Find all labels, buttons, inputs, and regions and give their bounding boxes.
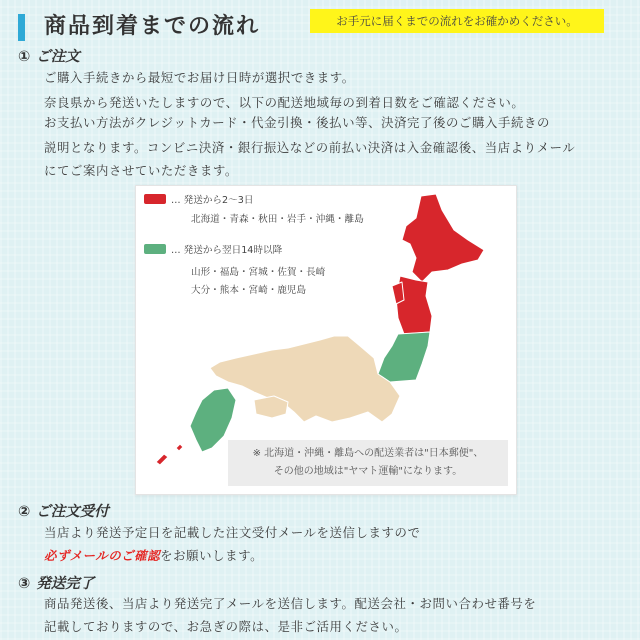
step1-line-1: ご購入手続きから最短でお届け日時が選択できます。 xyxy=(44,70,355,85)
map-region-hokkaido xyxy=(402,194,484,282)
step1-line-2: 奈良県から発送いたしますので、以下の配送地域毎の到着日数をご確認ください。 xyxy=(44,95,525,110)
map-region-okinawa xyxy=(156,454,168,465)
step3-number: ③ xyxy=(18,576,31,592)
map-region-remote-island xyxy=(176,444,183,451)
step3-line-2: 記載しておりますので、お急ぎの際は、是非ご活用ください。 xyxy=(44,619,408,634)
map-region-honshu xyxy=(210,336,400,422)
map-note-line-2: その他の地域は"ヤマト運輸"になります。 xyxy=(273,466,463,477)
step2-emphasis: 必ずメールのご確認 xyxy=(44,548,161,563)
step2-line-2 xyxy=(44,546,263,564)
step2-number: ② xyxy=(18,504,31,520)
step1-line-5: にてご案内させていただきます。 xyxy=(44,163,238,178)
legend-red-areas: 北海道・青森・秋田・岩手・沖縄・離島 xyxy=(191,214,364,225)
map-region-tohoku-north-2 xyxy=(392,282,404,304)
step1-line-4: 説明となります。コンビニ決済・銀行振込などの前払い決済は入金確認後、当店よりメール xyxy=(44,140,576,155)
map-region-tohoku-south xyxy=(378,332,430,382)
step2-heading xyxy=(18,500,109,521)
step3-line-1: 商品発送後、当店より発送完了メールを送信します。配送会社・お問い合わせ番号を xyxy=(44,596,537,611)
step1-number: ① xyxy=(18,49,31,65)
step1-title: ご注文 xyxy=(36,49,80,65)
legend-green-label: … 発送から翌日14時以降 xyxy=(171,245,283,256)
header-badge: お手元に届くまでの流れをお確かめください。 xyxy=(310,9,604,33)
step2-line-2-rest: をお願いします。 xyxy=(160,548,264,563)
legend-green-areas-2: 大分・熊本・宮崎・鹿児島 xyxy=(191,285,307,296)
map-region-shikoku xyxy=(254,396,288,418)
legend-green-areas-1: 山形・福島・宮城・佐賀・長崎 xyxy=(191,267,326,278)
header-accent-bar xyxy=(18,14,25,41)
step3-title: 発送完了 xyxy=(36,576,95,592)
map-note-line-1: ※ 北海道・沖縄・離島への配送業者は"日本郵便"、 xyxy=(252,448,484,459)
step2-line-1: 当店より発送予定日を記載した注文受付メールを送信しますので xyxy=(44,525,421,540)
step1-line-3: お支払い方法がクレジットカード・代金引換・後払い等、決済完了後のご購入手続きの xyxy=(44,115,550,130)
step3-heading xyxy=(18,572,94,593)
map-note xyxy=(228,440,508,486)
legend-red-label: … 発送から2〜3日 xyxy=(171,195,254,206)
step2-title: ご注文受付 xyxy=(36,504,109,520)
page-title: 商品到着までの流れ xyxy=(44,14,261,39)
step1-heading xyxy=(18,45,80,66)
